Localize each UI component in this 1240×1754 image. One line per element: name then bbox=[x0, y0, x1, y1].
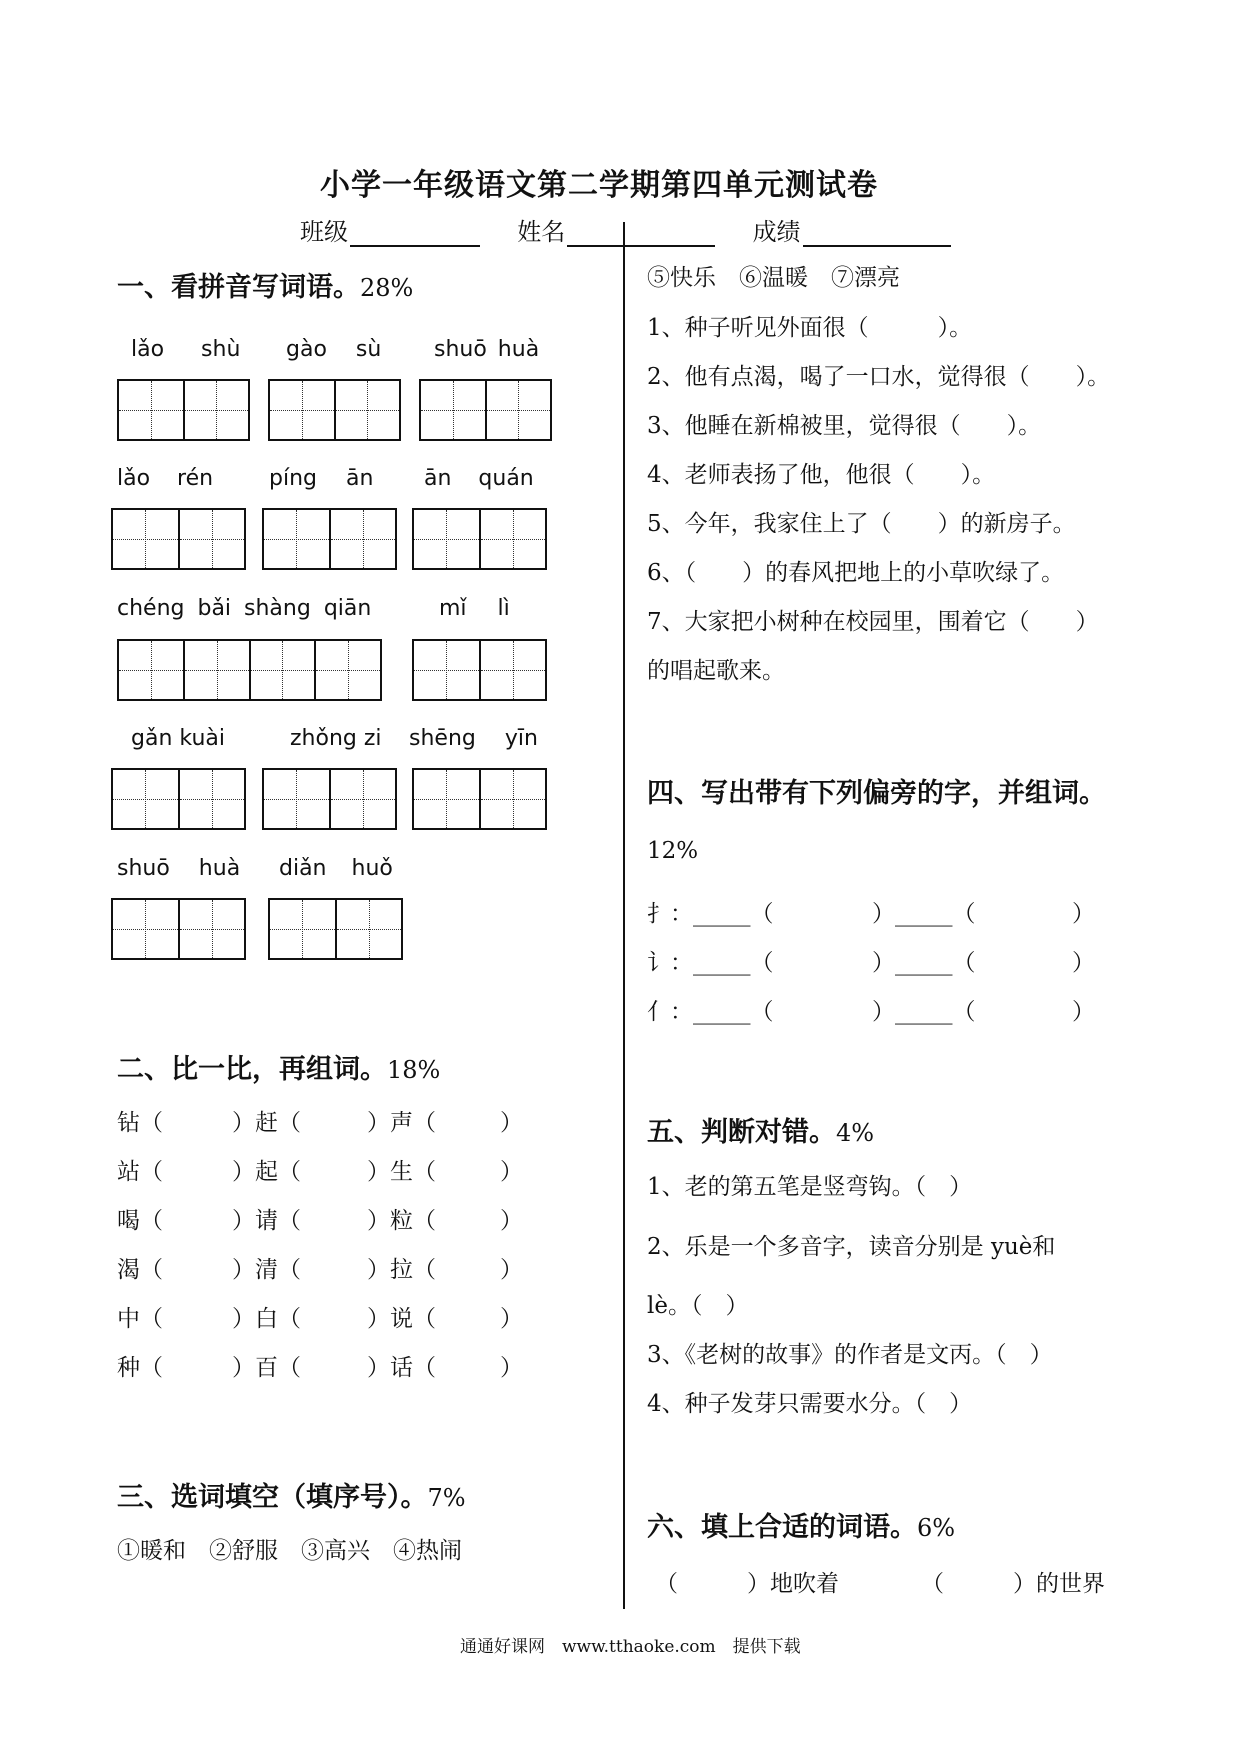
pinyin-label: lǎo rén bbox=[117, 466, 214, 491]
fill-item: 4、老师表扬了他，他很（ ）。 bbox=[647, 462, 996, 488]
judge-item: lè。（ ） bbox=[647, 1293, 749, 1319]
writing-grid[interactable] bbox=[412, 508, 547, 570]
writing-grid[interactable] bbox=[111, 898, 246, 960]
pinyin-label: shuō huà bbox=[117, 856, 241, 881]
section5-title: 五、判断对错。 bbox=[647, 1117, 836, 1148]
section2-heading bbox=[117, 1047, 440, 1086]
writing-grid[interactable] bbox=[117, 639, 382, 701]
fill-item: 7、大家把小树种在校园里，围着它（ ） bbox=[647, 609, 1099, 635]
section6-heading bbox=[647, 1505, 955, 1544]
section1-heading bbox=[117, 265, 413, 304]
section4-score: 12% bbox=[647, 838, 699, 864]
section3-score: 7% bbox=[427, 1484, 466, 1512]
writing-grid[interactable] bbox=[412, 639, 547, 701]
writing-grid[interactable] bbox=[117, 379, 250, 441]
pinyin-label: gào sù bbox=[286, 337, 382, 362]
pinyin-label: diǎn huǒ bbox=[279, 856, 393, 881]
section6-title: 六、填上合适的词语。 bbox=[647, 1512, 917, 1543]
judge-item: 4、种子发芽只需要水分。（ ） bbox=[647, 1391, 973, 1417]
word-options-a: ①暖和 ②舒服 ③高兴 ④热闹 bbox=[117, 1538, 462, 1564]
score-label: 成绩 bbox=[752, 218, 801, 246]
judge-item: 2、乐是一个多音字，读音分别是 yuè和 bbox=[647, 1234, 1056, 1260]
pinyin-label: zhǒng zi bbox=[290, 726, 382, 751]
writing-grid[interactable] bbox=[268, 898, 403, 960]
pinyin-label: gǎn kuài bbox=[131, 726, 225, 751]
section2-title: 二、比一比，再组词。 bbox=[117, 1054, 387, 1085]
section3-title: 三、选词填空（填序号）。 bbox=[117, 1482, 428, 1513]
phrase-item: （ ）地吹着 bbox=[655, 1571, 839, 1597]
fill-item: 5、今年，我家住上了（ ）的新房子。 bbox=[647, 511, 1076, 537]
pinyin-label: ān quán bbox=[424, 466, 534, 491]
section2-score: 18% bbox=[387, 1056, 441, 1084]
section3-heading bbox=[117, 1475, 466, 1514]
section4-heading: 四、写出带有下列偏旁的字，并组词。 bbox=[647, 778, 1106, 809]
column-divider bbox=[623, 222, 625, 1609]
writing-grid[interactable] bbox=[268, 379, 401, 441]
writing-grid[interactable] bbox=[262, 768, 397, 830]
section1-score: 28% bbox=[360, 274, 414, 302]
pinyin-label: chéng bǎi shàng qiān bbox=[117, 596, 372, 621]
section5-score: 4% bbox=[836, 1119, 875, 1147]
score-blank[interactable] bbox=[803, 219, 951, 247]
judge-item: 3、《老树的故事》的作者是文丙。（ ） bbox=[647, 1342, 1053, 1368]
fill-item: 的唱起歌来。 bbox=[647, 658, 785, 684]
fill-item: 3、他睡在新棉被里，觉得很（ ）。 bbox=[647, 413, 1042, 439]
fill-item: 1、种子听见外面很（ ）。 bbox=[647, 315, 973, 341]
judge-item: 1、老的第五笔是竖弯钩。（ ） bbox=[647, 1174, 973, 1200]
writing-grid[interactable] bbox=[111, 508, 246, 570]
name-blank[interactable] bbox=[567, 219, 715, 247]
section1-title: 一、看拼音写词语。 bbox=[117, 272, 360, 303]
fill-item: 6、（ ）的春风把地上的小草吹绿了。 bbox=[647, 560, 1065, 586]
writing-grid[interactable] bbox=[262, 508, 397, 570]
fill-item: 2、他有点渴，喝了一口水，觉得很（ ）。 bbox=[647, 364, 1111, 390]
class-label: 班级 bbox=[300, 218, 348, 246]
footer-credit: 通通好课网 www.tthaoke.com 提供下载 bbox=[460, 1637, 801, 1657]
page-title: 小学一年级语文第二学期第四单元测试卷 bbox=[320, 168, 878, 203]
name-label: 姓名 bbox=[517, 218, 566, 246]
pinyin-label: shēng yīn bbox=[409, 726, 538, 751]
pinyin-label: shuō huà bbox=[434, 337, 540, 362]
writing-grid[interactable] bbox=[111, 768, 246, 830]
writing-grid[interactable] bbox=[412, 768, 547, 830]
word-options-b: ⑤快乐 ⑥温暖 ⑦漂亮 bbox=[647, 265, 900, 291]
pinyin-label: lǎo shù bbox=[131, 337, 241, 362]
writing-grid[interactable] bbox=[419, 379, 552, 441]
student-info-row bbox=[300, 212, 951, 247]
pinyin-label: mǐ lì bbox=[439, 596, 510, 621]
section5-heading bbox=[647, 1110, 874, 1149]
section6-score: 6% bbox=[917, 1514, 956, 1542]
class-blank[interactable] bbox=[350, 219, 480, 247]
phrase-item: （ ）的世界 bbox=[921, 1571, 1105, 1597]
pinyin-label: píng ān bbox=[269, 466, 374, 491]
